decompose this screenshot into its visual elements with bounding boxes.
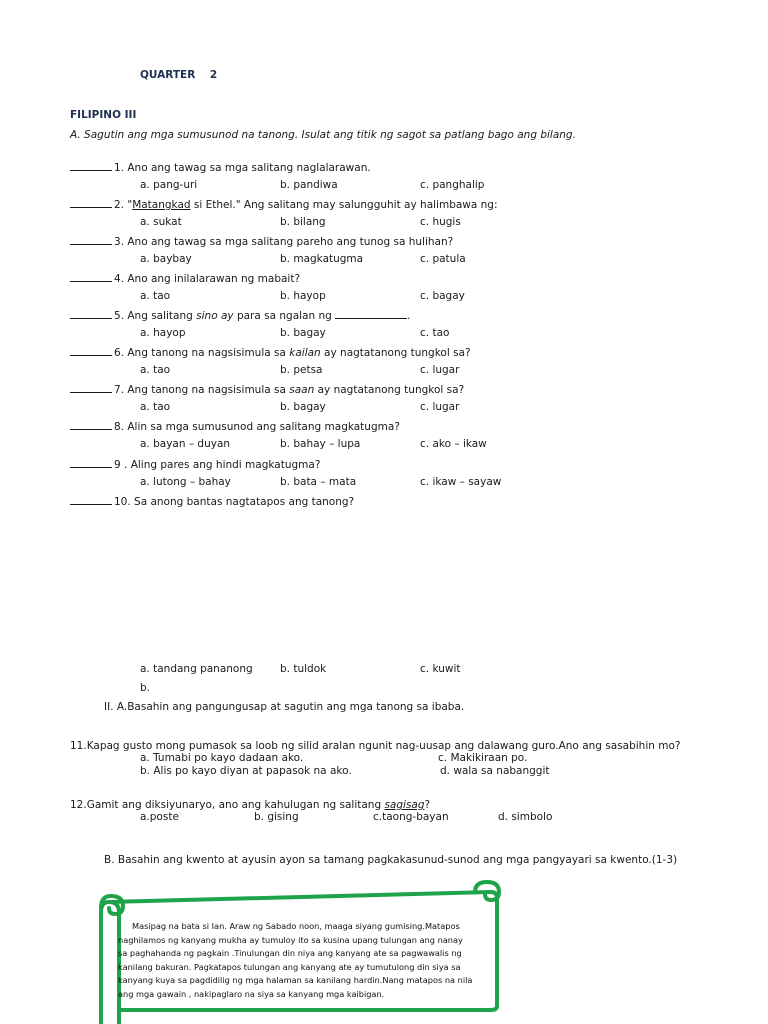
choice-c: c. patula <box>420 253 466 265</box>
question-stem: 9 . Aling pares ang hindi magkatugma? <box>114 459 321 471</box>
choice-a: a. bayan – duyan <box>140 438 231 450</box>
q12-stem-pre: 12.Gamit ang diksiyunaryo, ano ang kahulugan ng salitang <box>70 799 385 811</box>
choice-c: c. lugar <box>420 401 460 413</box>
question-2 <box>70 198 498 211</box>
answer-blank[interactable] <box>70 383 112 393</box>
choice-a: a. baybay <box>140 253 192 265</box>
question-stem: 3. Ano ang tawag sa mga salitang pareho ang tunog sa hulihan? <box>114 236 454 248</box>
story-line: naghilamos ng kanyang mukha ay tumuloy ito sa kusina upang tulungan ang nanay <box>118 934 463 945</box>
question-underlined-word: Matangkad <box>132 199 191 211</box>
story-line: sa paghahanda ng pagkain .Tinulungan din niya ang kanyang ate sa pagwawalis ng <box>118 948 462 959</box>
q12-stem <box>70 799 430 811</box>
choice-b: b. pandiwa <box>280 179 338 191</box>
question-5 <box>70 309 410 322</box>
q11-choice-b: b. Alis po kayo diyan at papasok na ako. <box>140 765 352 777</box>
question-stem-pre: 6. Ang tanong na nagsisimula sa <box>114 347 290 359</box>
question-stem: 10. Sa anong bantas nagtatapos ang tanong? <box>114 496 355 508</box>
story-line: kanilang bakuran. Pagkatapos tulungan ang kanyang ate ay tumutulong din siya sa <box>118 961 461 972</box>
choice-a: a. tao <box>140 290 171 302</box>
question-4 <box>70 272 300 285</box>
question-italic-word: sino ay <box>196 310 234 322</box>
choice-b: b. hayop <box>280 290 326 302</box>
question-stem-post: ay nagtatanong tungkol sa? <box>320 347 471 359</box>
question-stem-end: . <box>407 310 411 322</box>
part-ii-heading: II. A.Basahin ang pangungusap at sagutin ang mga tanong sa ibaba. <box>104 701 465 713</box>
question-stem: 4. Ano ang inilalarawan ng mabait? <box>114 273 301 285</box>
q11-stem: 11.Kapag gusto mong pumasok sa loob ng silid aralan ngunit nag-uusap ang dalawang guro.Ano ang sasabihin mo? <box>70 740 681 752</box>
inline-blank <box>335 309 407 319</box>
answer-blank[interactable] <box>70 198 112 208</box>
part-b-heading: B. Basahin ang kwento at ayusin ayon sa tamang pagkakasunud-sunod ang mga pangyayari sa kwento.(1-3) <box>104 854 678 866</box>
question-3 <box>70 235 453 248</box>
choice-c: c. tao <box>420 327 450 339</box>
answer-blank[interactable] <box>70 458 112 468</box>
story-line: kanyang kuya sa pagdidilig ng mga halaman sa kanilang hardin.Nang matapos na nila <box>118 975 473 986</box>
quarter-number: 2 <box>209 69 218 81</box>
choice-c: c. hugis <box>420 216 461 228</box>
question-8 <box>70 420 400 433</box>
question-stem-post: ay nagtatanong tungkol sa? <box>314 384 465 396</box>
answer-blank[interactable] <box>70 420 112 430</box>
question-italic-word: kailan <box>289 347 321 359</box>
q11-choice-a: a. Tumabi po kayo dadaan ako. <box>140 752 304 764</box>
question-1 <box>70 161 371 174</box>
q10-choice-b: b. tuldok <box>280 663 327 675</box>
choice-a: a. pang-uri <box>140 179 198 191</box>
question-stem-pre: 2. " <box>114 199 133 211</box>
quarter-label: QUARTER <box>140 69 196 81</box>
question-10 <box>70 495 354 508</box>
choice-a: a. tao <box>140 364 171 376</box>
q10-choice-c: c. kuwit <box>420 663 461 675</box>
question-stem-pre: 7. Ang tanong na nagsisimula sa <box>114 384 290 396</box>
q12-choice-b: b. gising <box>254 811 299 823</box>
question-stem: 1. Ano ang tawag sa mga salitang naglalarawan. <box>114 162 371 174</box>
choice-c: c. ako – ikaw <box>420 438 487 450</box>
question-stem-pre: 5. Ang salitang <box>114 310 197 322</box>
answer-blank[interactable] <box>70 346 112 356</box>
question-6 <box>70 346 471 359</box>
q12-stem-post: ? <box>424 799 431 811</box>
choice-c: c. panghalip <box>420 179 485 191</box>
question-9 <box>70 458 320 471</box>
q12-choice-c: c.taong-bayan <box>373 811 449 823</box>
story-line: ang mga gawain , nakipaglaro na siya sa kanyang mga kaibigan. <box>118 988 385 999</box>
choice-b: b. petsa <box>280 364 323 376</box>
choice-a: a. hayop <box>140 327 186 339</box>
choice-a: a. sukat <box>140 216 182 228</box>
answer-blank[interactable] <box>70 495 112 505</box>
q12-underlined-word: sagisag <box>384 799 425 811</box>
choice-c: c. bagay <box>420 290 465 302</box>
question-7 <box>70 383 464 396</box>
answer-blank[interactable] <box>70 235 112 245</box>
quarter-heading <box>140 69 217 81</box>
answer-blank[interactable] <box>70 272 112 282</box>
q10-extra-choice: b. <box>140 682 151 694</box>
q11-choice-d: d. wala sa nabanggit <box>440 765 550 777</box>
choice-a: a. lutong – bahay <box>140 476 231 488</box>
q12-choice-a: a.poste <box>140 811 179 823</box>
choice-b: b. bagay <box>280 401 326 413</box>
instruction-a: A. Sagutin ang mga sumusunod na tanong. Isulat ang titik ng sagot sa patlang bago ang bilang. <box>70 129 576 141</box>
story-text <box>118 920 472 1002</box>
question-italic-word: saan <box>289 384 315 396</box>
choice-a: a. tao <box>140 401 171 413</box>
question-stem-post: para sa ngalan ng <box>233 310 336 322</box>
question-stem: 8. Alin sa mga sumusunod ang salitang magkatugma? <box>114 421 400 433</box>
subject-title: FILIPINO III <box>70 109 137 121</box>
story-line: Masipag na bata si Ian. Araw ng Sabado noon, maaga siyang gumising.Matapos <box>132 921 460 931</box>
choice-c: c. ikaw – sayaw <box>420 476 502 488</box>
q11-choice-c: c. Makikiraan po. <box>438 752 528 764</box>
answer-blank[interactable] <box>70 161 112 171</box>
choice-b: b. bahay – lupa <box>280 438 361 450</box>
choice-b: b. bata – mata <box>280 476 357 488</box>
choice-b: b. magkatugma <box>280 253 364 265</box>
choice-b: b. bagay <box>280 327 326 339</box>
q10-choice-a: a. tandang pananong <box>140 663 253 675</box>
answer-blank[interactable] <box>70 309 112 319</box>
choice-b: b. bilang <box>280 216 326 228</box>
q12-choice-d: d. simbolo <box>498 811 553 823</box>
question-stem-post: si Ethel." Ang salitang may salungguhit ay halimbawa ng: <box>190 199 498 211</box>
choice-c: c. lugar <box>420 364 460 376</box>
